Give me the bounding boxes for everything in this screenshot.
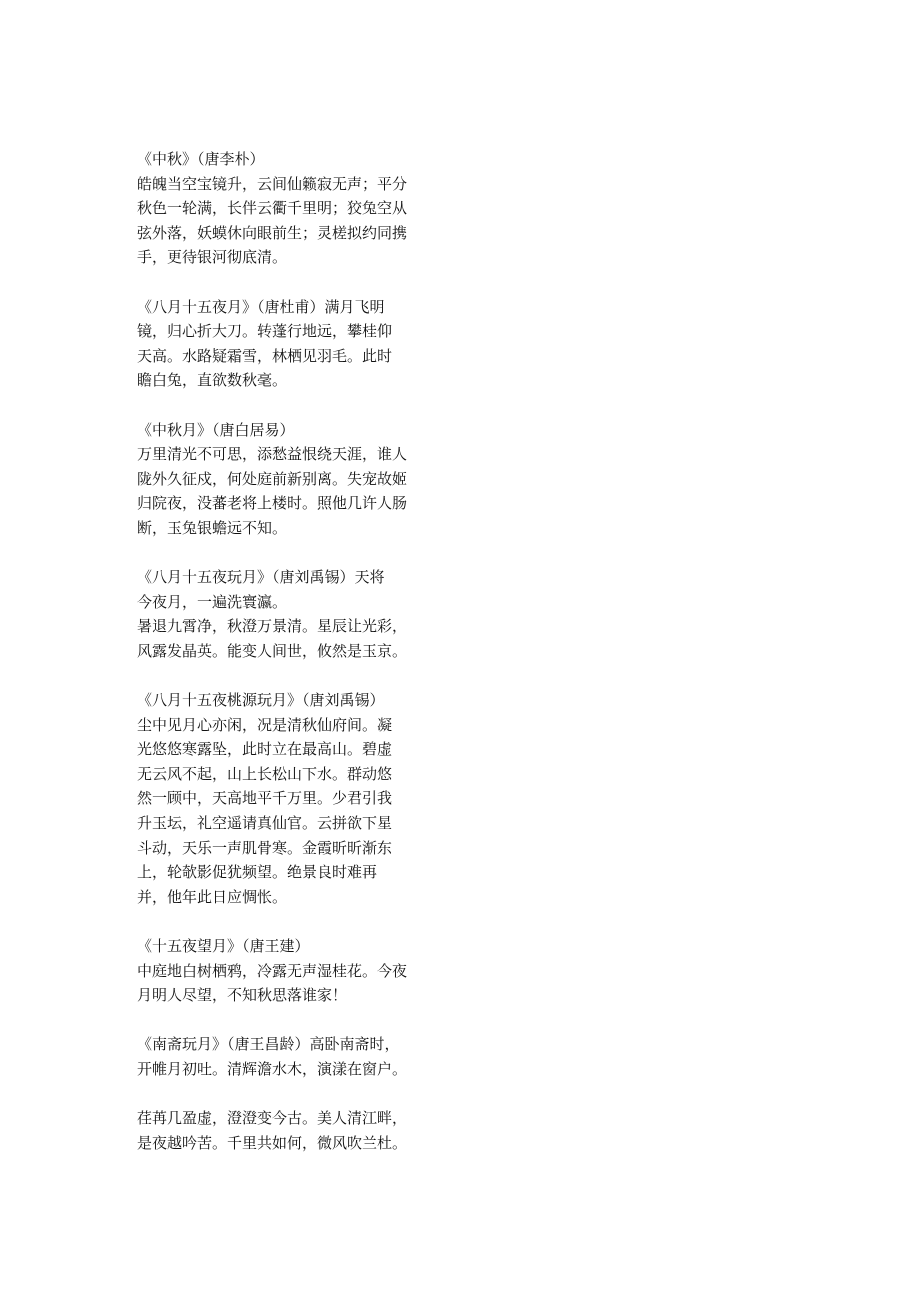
stanza-gap — [137, 393, 437, 418]
poem-title-line: 《八月十五夜月》（唐杜甫）满月飞明 — [137, 297, 385, 316]
poem-line: 开帷月初吐。清辉澹水木，演漾在窗户。 — [137, 1059, 408, 1078]
poem-title-line: 荏苒几盈虚，澄澄变今古。美人清江畔， — [137, 1109, 408, 1128]
poem-line: 中庭地白树栖鸦，冷露无声湿桂花。今夜 — [137, 961, 408, 980]
poem-line: 无云风不起，山上长松山下水。群动悠 — [137, 764, 393, 783]
document-page — [137, 147, 437, 1155]
poem-line: 弦外落，妖蟆休向眼前生；灵槎拟约同携 — [137, 223, 408, 242]
poem-line: 手，更待银河彻底清。 — [137, 248, 288, 267]
poem-line: 是夜越吟苦。千里共如何，微风吹兰杜。 — [137, 1133, 408, 1152]
poem-title-line: 《八月十五夜玩月》（唐刘禹锡）天将 — [137, 568, 385, 587]
stanza-gap — [137, 541, 437, 566]
poem-line: 风露发晶英。能变人间世，攸然是玉京。 — [137, 641, 408, 660]
poem-line: 上，轮欹影促犹频望。绝景良时难再 — [137, 863, 378, 882]
poem-block — [137, 1032, 437, 1081]
poem-line: 瞻白兔，直欲数秋毫。 — [137, 371, 288, 390]
poem-line: 斗动，天乐一声肌骨寒。金霞昕昕渐东 — [137, 838, 393, 857]
poem-block — [137, 1106, 437, 1155]
poem-line: 陇外久征戍，何处庭前新别离。失宠故姬 — [137, 469, 408, 488]
poem-line: 归院夜，没蕃老将上楼时。照他几许人肠 — [137, 494, 408, 513]
poem-block — [137, 418, 437, 541]
stanza-gap — [137, 270, 437, 295]
poem-line: 升玉坛，礼空遥请真仙官。云拼欲下星 — [137, 814, 393, 833]
poem-title-line: 《中秋月》（唐白居易） — [137, 420, 295, 439]
stanza-gap — [137, 663, 437, 688]
poem-title-line: 《十五夜望月》（唐王建） — [137, 937, 310, 955]
poem-title-line: 《中秋》（唐李朴） — [137, 150, 265, 168]
poem-title-line: 《八月十五夜桃源玩月》（唐刘禹锡） — [137, 691, 385, 710]
poem-block — [137, 688, 437, 909]
poem-block — [137, 934, 437, 1008]
poem-block — [137, 147, 437, 270]
poem-line: 并，他年此日应惆怅。 — [137, 887, 288, 906]
stanza-gap — [137, 909, 437, 934]
poem-line: 皓魄当空宝镜升，云间仙籁寂无声；平分 — [137, 174, 408, 193]
poem-line: 万里清光不可思，添愁益恨绕天涯，谁人 — [137, 445, 408, 464]
poem-line: 光悠悠寒露坠，此时立在最高山。碧虚 — [137, 740, 393, 759]
poem-line: 暑退九霄净，秋澄万景清。星辰让光彩， — [137, 617, 408, 636]
poem-title-line: 《南斋玩月》（唐王昌龄）高卧南斋时， — [137, 1035, 400, 1054]
poem-block — [137, 295, 437, 393]
poem-line: 秋色一轮满，长伴云衢千里明；狡兔空从 — [137, 199, 408, 218]
poem-line: 然一顾中，天高地平千万里。少君引我 — [137, 789, 393, 808]
poem-line: 今夜月，一遍洗寰瀛。 — [137, 592, 288, 611]
poem-line: 镜，归心折大刀。转蓬行地远，攀桂仰 — [137, 322, 393, 341]
poem-line: 天高。水路疑霜雪，林栖见羽毛。此时 — [137, 346, 393, 365]
poem-block — [137, 565, 437, 663]
stanza-gap — [137, 1008, 437, 1033]
stanza-gap — [137, 1082, 437, 1107]
poem-line: 断，玉兔银蟾远不知。 — [137, 518, 288, 537]
poem-line: 月明人尽望，不知秋思落谁家！ — [137, 986, 348, 1005]
poem-line: 尘中见月心亦闲，况是清秋仙府间。凝 — [137, 715, 393, 734]
